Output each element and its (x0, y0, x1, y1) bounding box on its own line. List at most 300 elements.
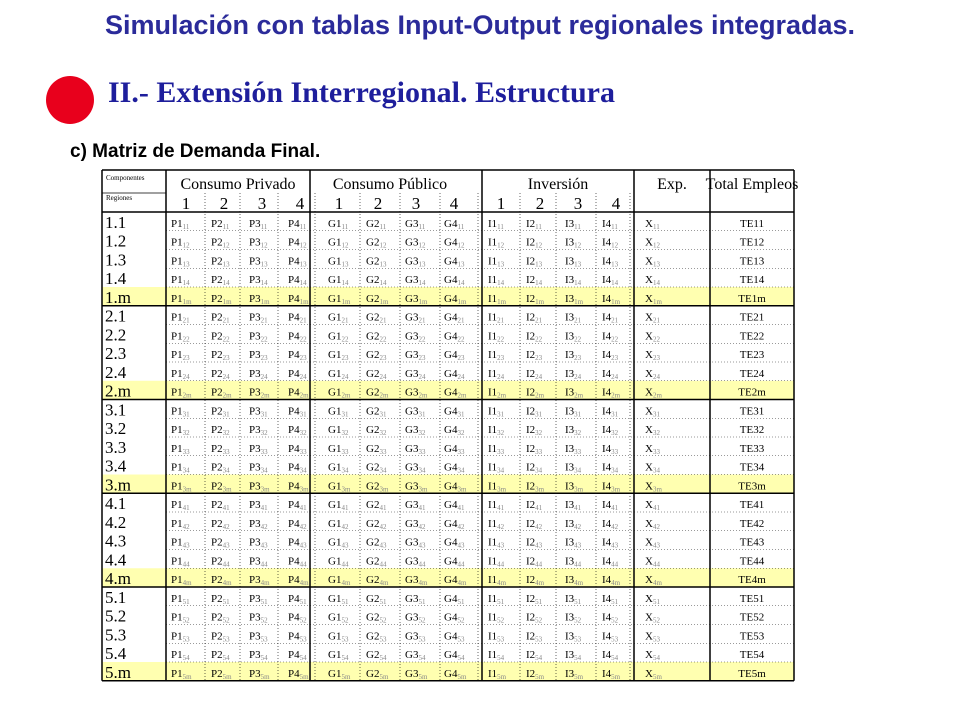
total-value: TE53 (739, 630, 765, 643)
cell-value: I251 (526, 592, 543, 606)
cell-value: G453 (444, 630, 465, 644)
cell-value: P41m (288, 292, 309, 306)
cell-value: I132 (488, 424, 505, 437)
cell-value: P123 (171, 349, 190, 362)
cell-value: X2m (645, 386, 662, 400)
column-number: 1 (496, 194, 506, 213)
total-value: TE51 (739, 592, 765, 605)
corner-components: Componentes (106, 174, 145, 182)
cell-value: I151 (488, 592, 505, 606)
cell-value: I334 (565, 461, 582, 475)
total-value: TE14 (739, 274, 765, 286)
group-header: Consumo Público (332, 176, 448, 193)
cell-value: G212 (366, 236, 387, 250)
cell-value: G223 (366, 349, 387, 362)
cell-value: P353 (249, 630, 268, 644)
cell-value: P221 (211, 311, 230, 325)
cell-value: I45m (602, 667, 621, 681)
total-value: TE5m (738, 667, 766, 680)
region-label: 5.1 (105, 587, 127, 607)
cell-value: I433 (602, 442, 619, 456)
cell-value: G251 (366, 592, 387, 606)
cell-value: P322 (249, 330, 268, 344)
cell-value: G411 (444, 217, 465, 231)
cell-value: P133 (171, 442, 190, 456)
region-label: 1.2 (105, 231, 127, 251)
cell-value: I111 (488, 217, 504, 231)
cell-value: P14m (171, 574, 192, 587)
section-heading: II.- Extensión Interregional. Estructura (108, 76, 615, 109)
cell-value: P413 (288, 255, 307, 269)
cell-value: I452 (602, 611, 619, 625)
total-value: TE4m (738, 574, 766, 586)
cell-value: P242 (211, 517, 230, 531)
cell-value: X52 (645, 611, 660, 625)
region-label: 5.4 (105, 644, 127, 663)
cell-value: X43 (645, 536, 660, 550)
cell-value: G431 (444, 405, 465, 419)
cell-value: G13m (328, 480, 351, 494)
cell-value: I232 (526, 424, 543, 437)
cell-value: I413 (602, 255, 619, 269)
cell-value: P223 (211, 349, 230, 362)
cell-value: G214 (366, 274, 387, 287)
cell-value: G31m (405, 292, 428, 306)
cell-value: I331 (565, 405, 582, 419)
group-header: Total Empleos (705, 176, 799, 193)
cell-value: G241 (366, 499, 387, 512)
cell-value: P35m (249, 667, 270, 681)
cell-value: G23m (366, 480, 389, 494)
cell-value: I432 (602, 424, 619, 437)
cell-value: X24 (645, 367, 660, 381)
cell-value: I144 (488, 555, 505, 569)
cell-value: G353 (405, 630, 426, 644)
cell-value: X4m (645, 574, 662, 587)
cell-value: G234 (366, 461, 387, 475)
cell-value: I24m (526, 574, 545, 587)
cell-value: P333 (249, 442, 268, 456)
cell-value: P432 (288, 424, 307, 437)
region-label: 4.4 (105, 550, 127, 570)
cell-value: I253 (526, 630, 543, 644)
cell-value: G221 (366, 311, 387, 325)
cell-value: I312 (565, 236, 582, 250)
cell-value: P22m (211, 386, 232, 400)
cell-value: P45m (288, 667, 309, 681)
cell-value: G441 (444, 499, 465, 512)
cell-value: G322 (405, 330, 426, 344)
cell-value: G153 (328, 630, 349, 644)
cell-value: P423 (288, 349, 307, 362)
cell-value: G351 (405, 592, 426, 606)
cell-value: I142 (488, 517, 505, 531)
cell-value: I124 (488, 367, 505, 381)
cell-value: G152 (328, 611, 349, 625)
cell-value: I42m (602, 386, 621, 400)
region-label: 1.4 (105, 269, 127, 288)
total-value: TE43 (739, 536, 765, 549)
cell-value: P452 (288, 611, 307, 625)
cell-value: P444 (288, 555, 307, 569)
cell-value: I134 (488, 461, 505, 475)
cell-value: I324 (565, 367, 582, 381)
cell-value: X42 (645, 517, 660, 531)
cell-value: G113 (328, 255, 349, 269)
cell-value: G43m (444, 480, 467, 494)
cell-value: G341 (405, 499, 426, 512)
cell-value: P453 (288, 630, 307, 644)
cell-value: P151 (171, 592, 190, 606)
cell-value: G252 (366, 611, 387, 625)
cell-value: I254 (526, 649, 543, 662)
cell-value: G232 (366, 424, 387, 437)
cell-value: P313 (249, 255, 268, 269)
cell-value: P441 (288, 499, 307, 512)
cell-value: G433 (444, 442, 465, 456)
cell-value: I223 (526, 349, 543, 362)
cell-value: X3m (645, 480, 662, 494)
cell-value: I32m (565, 386, 584, 400)
region-label: 5.2 (105, 606, 127, 626)
cell-value: G144 (328, 555, 349, 569)
cell-value: I33m (565, 480, 584, 494)
region-label: 1.3 (105, 250, 127, 270)
cell-value: I353 (565, 630, 582, 644)
cell-value: G42m (444, 386, 467, 400)
cell-value: I11m (488, 292, 507, 306)
cell-value: P143 (171, 536, 190, 550)
cell-value: P421 (288, 311, 307, 325)
total-value: TE42 (739, 517, 765, 530)
column-number: 3 (573, 194, 583, 213)
cell-value: G443 (444, 536, 465, 550)
cell-value: G314 (405, 274, 426, 287)
cell-value: I343 (565, 536, 582, 550)
region-label: 3.3 (105, 437, 127, 457)
cell-value: P114 (171, 274, 190, 287)
cell-value: I113 (488, 255, 505, 269)
cell-value: G253 (366, 630, 387, 644)
cell-value: I152 (488, 611, 505, 625)
cell-value: G242 (366, 517, 387, 531)
cell-value: I442 (602, 517, 619, 531)
cell-value: P344 (249, 555, 268, 569)
cell-value: P232 (211, 424, 230, 437)
column-number: 4 (295, 194, 305, 213)
cell-value: G112 (328, 236, 349, 250)
total-value: TE54 (739, 649, 765, 661)
cell-value: P331 (249, 405, 268, 419)
cell-value: I311 (565, 217, 581, 231)
cell-value: G33m (405, 480, 428, 494)
cell-value: X1m (645, 292, 662, 306)
cell-value: I314 (565, 274, 582, 287)
cell-value: I414 (602, 274, 619, 287)
cell-value: G412 (444, 236, 465, 250)
cell-value: X32 (645, 424, 660, 437)
cell-value: I323 (565, 349, 582, 362)
cell-value: I153 (488, 630, 505, 644)
cell-value: G422 (444, 330, 465, 344)
total-value: TE52 (739, 611, 765, 624)
cell-value: I322 (565, 330, 582, 344)
cell-value: G444 (444, 555, 465, 569)
total-value: TE1m (738, 292, 766, 305)
cell-value: P42m (288, 386, 309, 400)
cell-value: G331 (405, 405, 426, 419)
cell-value: I354 (565, 649, 582, 662)
cell-value: G254 (366, 649, 387, 662)
total-value: TE31 (739, 405, 765, 418)
cell-value: I231 (526, 405, 543, 419)
cell-value: G243 (366, 536, 387, 550)
total-value: TE24 (739, 367, 765, 380)
cell-value: G123 (328, 349, 349, 362)
cell-value: P252 (211, 611, 230, 625)
cell-value: X11 (645, 217, 660, 231)
cell-value: G14m (328, 574, 351, 587)
cell-value: I443 (602, 536, 619, 550)
cell-value: X21 (645, 311, 660, 325)
cell-value: G323 (405, 349, 426, 362)
cell-value: P13m (171, 480, 192, 494)
cell-value: P454 (288, 649, 307, 662)
cell-value: X13 (645, 255, 660, 269)
region-label: 4.3 (105, 531, 127, 551)
cell-value: I351 (565, 592, 582, 606)
cell-value: P323 (249, 349, 268, 362)
cell-value: G44m (444, 574, 467, 587)
group-header: Exp. (657, 176, 687, 193)
cell-value: P314 (249, 274, 268, 287)
cell-value: I112 (488, 236, 505, 250)
group-header: Inversión (527, 176, 589, 193)
cell-value: I332 (565, 424, 582, 437)
cell-value: P134 (171, 461, 190, 475)
cell-value: G332 (405, 424, 426, 437)
cell-value: P31m (249, 292, 270, 306)
cell-value: I31m (565, 292, 584, 306)
cell-value: P233 (211, 442, 230, 456)
cell-value: X54 (645, 649, 660, 662)
cell-value: I211 (526, 217, 542, 231)
region-label: 2.m (105, 381, 131, 401)
column-number: 2 (219, 194, 229, 213)
total-value: TE11 (739, 217, 765, 230)
cell-value: G352 (405, 611, 426, 625)
region-label: 3.2 (105, 419, 127, 438)
cell-value: P334 (249, 461, 268, 475)
cell-value: G434 (444, 461, 465, 475)
cell-value: G413 (444, 255, 465, 269)
region-label: 3.1 (105, 400, 127, 420)
cell-value: G213 (366, 255, 387, 269)
cell-value: P211 (211, 217, 230, 231)
cell-value: P341 (249, 499, 268, 512)
column-number: 4 (449, 194, 459, 213)
slide-title: Simulación con tablas Input-Output regionales integradas. (104, 10, 856, 40)
cell-value: P243 (211, 536, 230, 550)
total-value: TE44 (739, 555, 765, 568)
cell-value: I15m (488, 667, 507, 681)
cell-value: P433 (288, 442, 307, 456)
cell-value: G41m (444, 292, 467, 306)
cell-value: P351 (249, 592, 268, 606)
cell-value: P253 (211, 630, 230, 644)
cell-value: P142 (171, 517, 190, 531)
region-label: 2.1 (105, 306, 127, 326)
cell-value: I342 (565, 517, 582, 531)
cell-value: P424 (288, 367, 307, 381)
total-value: TE23 (739, 349, 765, 361)
cell-value: I411 (602, 217, 618, 231)
cell-value: G15m (328, 667, 351, 681)
cell-value: G133 (328, 442, 349, 456)
cell-value: I242 (526, 517, 543, 531)
cell-value: I221 (526, 311, 543, 325)
cell-value: I44m (602, 574, 621, 587)
cell-value: P21m (211, 292, 232, 306)
cell-value: X5m (645, 667, 662, 681)
cell-value: I234 (526, 461, 543, 475)
column-number: 2 (535, 194, 545, 213)
cell-value: G22m (366, 386, 389, 400)
cell-value: P33m (249, 480, 270, 494)
total-value: TE12 (739, 236, 765, 249)
cell-value: P222 (211, 330, 230, 344)
cell-value: P412 (288, 236, 307, 250)
cell-value: I252 (526, 611, 543, 625)
cell-value: G312 (405, 236, 426, 250)
total-value: TE13 (739, 255, 765, 268)
cell-value: G134 (328, 461, 349, 475)
cell-value: P152 (171, 611, 190, 625)
cell-value: G21m (366, 292, 389, 306)
cell-value: G342 (405, 517, 426, 531)
cell-value: G154 (328, 649, 349, 662)
cell-value: P132 (171, 424, 190, 437)
column-number: 1 (181, 194, 191, 213)
cell-value: X23 (645, 349, 660, 362)
cell-value: G12m (328, 386, 351, 400)
cell-value: I21m (526, 292, 545, 306)
cell-value: I454 (602, 649, 619, 662)
cell-value: I431 (602, 405, 619, 419)
cell-value: I23m (526, 480, 545, 494)
total-value: TE3m (738, 480, 766, 493)
cell-value: X51 (645, 592, 660, 606)
region-label: 4.m (105, 569, 131, 588)
cell-value: I412 (602, 236, 619, 250)
cell-value: P254 (211, 649, 230, 662)
cell-value: I12m (488, 386, 507, 400)
cell-value: I14m (488, 574, 507, 587)
region-label: 3.m (105, 475, 131, 495)
total-value: TE2m (738, 386, 766, 399)
cell-value: P332 (249, 424, 268, 437)
cell-value: P212 (211, 236, 230, 250)
region-label: 5.m (105, 662, 131, 682)
cell-value: G45m (444, 667, 467, 681)
cell-value: I333 (565, 442, 582, 456)
cell-value: P11m (171, 292, 192, 306)
cell-value: P34m (249, 574, 270, 587)
group-header: Consumo Privado (180, 176, 296, 193)
cell-value: I114 (488, 274, 505, 287)
corner-regions: Regiones (106, 194, 133, 202)
cell-value: G11m (328, 292, 351, 306)
cell-value: I212 (526, 236, 543, 250)
cell-value: P23m (211, 480, 232, 494)
cell-value: I133 (488, 442, 505, 456)
cell-value: G452 (444, 611, 465, 625)
column-number: 2 (373, 194, 383, 213)
cell-value: G313 (405, 255, 426, 269)
cell-value: X41 (645, 499, 660, 512)
cell-value: P144 (171, 555, 190, 569)
total-value: TE21 (739, 311, 765, 324)
cell-value: P24m (211, 574, 232, 587)
cell-value: G343 (405, 536, 426, 550)
cell-value: I244 (526, 555, 543, 569)
cell-value: P311 (249, 217, 268, 231)
cell-value: G354 (405, 649, 426, 662)
cell-value: P324 (249, 367, 268, 381)
cell-value: I35m (565, 667, 584, 681)
cell-value: P352 (249, 611, 268, 625)
cell-value: I453 (602, 630, 619, 644)
region-label: 1.m (105, 287, 131, 307)
cell-value: P121 (171, 311, 190, 325)
region-label: 1.1 (105, 212, 127, 232)
cell-value: I13m (488, 480, 507, 494)
cell-value: G414 (444, 274, 465, 287)
cell-value: X31 (645, 405, 660, 419)
cell-value: G124 (328, 367, 349, 381)
cell-value: G114 (328, 274, 349, 287)
cell-value: G35m (405, 667, 428, 681)
cell-value: G421 (444, 311, 465, 325)
cell-value: X12 (645, 236, 660, 250)
region-label: 4.2 (105, 512, 127, 532)
cell-value: P234 (211, 461, 230, 475)
cell-value: P15m (171, 667, 192, 681)
cell-value: I213 (526, 255, 543, 269)
cell-value: G233 (366, 442, 387, 456)
cell-value: P442 (288, 517, 307, 531)
cell-value: X34 (645, 461, 660, 475)
cell-value: P122 (171, 330, 190, 344)
table-caption: c) Matriz de Demanda Final. (70, 141, 321, 162)
cell-value: G224 (366, 367, 387, 381)
cell-value: X33 (645, 442, 660, 456)
cell-value: P231 (211, 405, 230, 419)
cell-value: I131 (488, 405, 505, 419)
cell-value: P443 (288, 536, 307, 550)
column-number: 3 (411, 194, 421, 213)
cell-value: G132 (328, 424, 349, 437)
cell-value: I241 (526, 499, 543, 512)
total-value: TE32 (739, 424, 765, 436)
cell-value: G142 (328, 517, 349, 531)
cell-value: G32m (405, 386, 428, 400)
cell-value: I444 (602, 555, 619, 569)
cell-value: G424 (444, 367, 465, 381)
cell-value: G451 (444, 592, 465, 606)
region-label: 5.3 (105, 625, 127, 645)
cell-value: I43m (602, 480, 621, 494)
